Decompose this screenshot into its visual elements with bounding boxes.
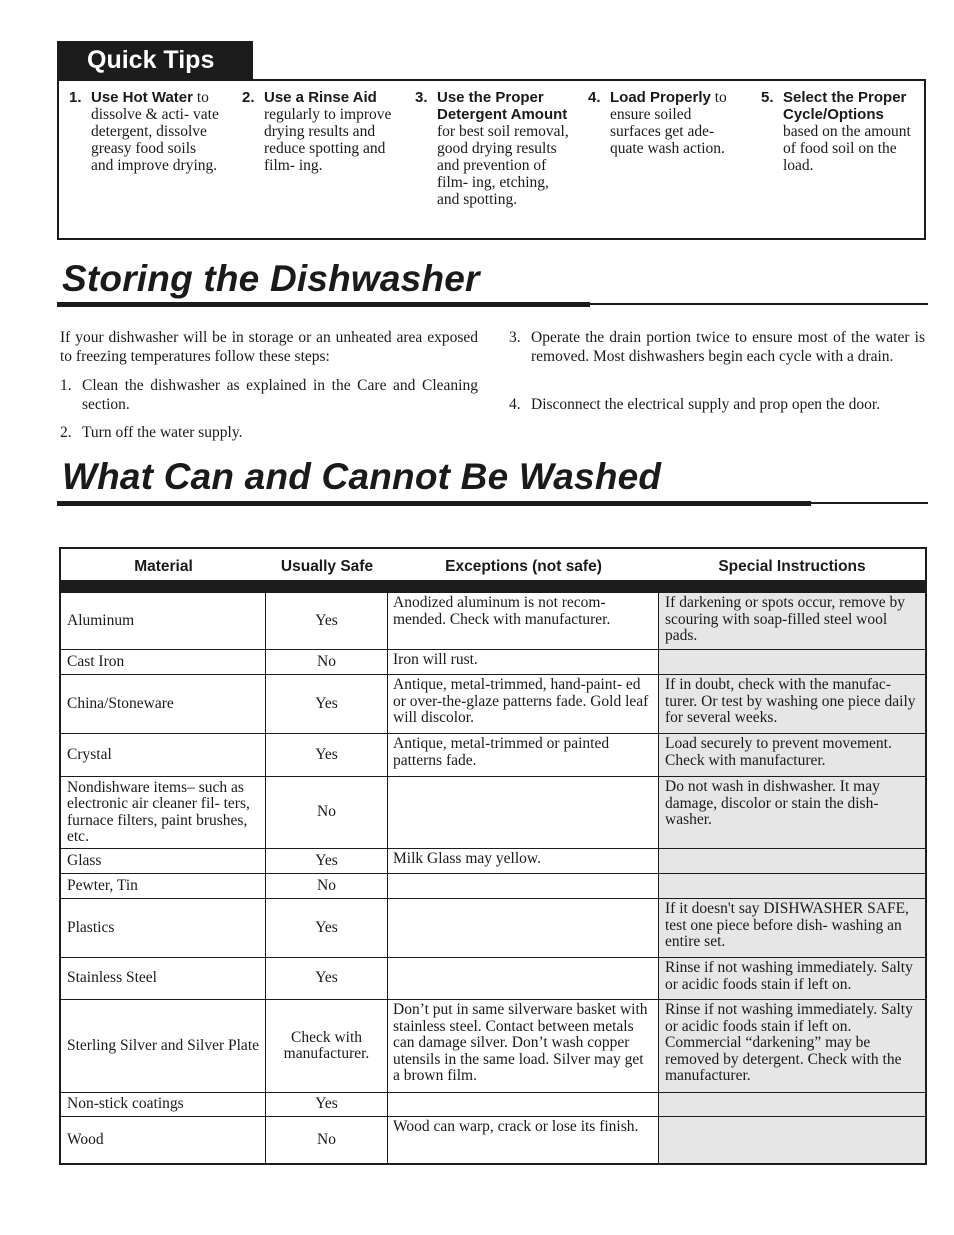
material-cell-text: Glass: [67, 851, 102, 869]
table-row: [61, 898, 925, 957]
material-cell: [61, 650, 266, 674]
usually-safe-cell: [266, 675, 388, 733]
material-cell-text: Plastics: [67, 918, 115, 936]
usually-safe-cell-text: No: [317, 803, 336, 821]
usually-safe-cell: [266, 958, 388, 999]
exceptions-cell: [388, 593, 659, 649]
quick-tips-title: Quick Tips: [57, 41, 253, 79]
usually-safe-cell-text: Yes: [315, 1095, 338, 1113]
material-cell: [61, 1117, 266, 1163]
material-cell: [61, 734, 266, 776]
storing-step: 1. Clean the dishwasher as explained in the Care and Cleaning section.: [60, 377, 478, 413]
material-cell-text: Nondishware items– such as electronic air cleaner fil- ters, furnace filters, paint brushes, etc.: [67, 778, 250, 845]
special-instructions-cell: [659, 1117, 925, 1163]
table-header: [61, 549, 925, 580]
header-bar: [61, 580, 925, 593]
usually-safe-cell-text: Yes: [315, 969, 338, 987]
special-instructions-cell: [659, 593, 925, 649]
exceptions-cell: [388, 849, 659, 873]
table-row: [61, 674, 925, 733]
usually-safe-cell-text: Yes: [315, 918, 338, 936]
heading-rule: [57, 501, 811, 506]
material-cell: [61, 593, 266, 649]
usually-safe-cell-text: Yes: [315, 694, 338, 712]
material-cell-text: Non-stick coatings: [67, 1095, 184, 1113]
tip-item: 1. Use Hot Water to dissolve & acti- vate detergent, dissolve greasy food soils and improve drying.: [69, 89, 219, 174]
special-instructions-cell-text: Rinse if not washing immediately. Salty or acidic foods stain if left on.: [665, 959, 913, 993]
table-row: [61, 999, 925, 1092]
table-row: [61, 733, 925, 776]
usually-safe-cell-text: Yes: [315, 611, 338, 629]
special-instructions-cell-text: Rinse if not washing immediately. Salty or acidic foods stain if left on. Commercial “darkening” may be removed by detergent. Check with the manufacturer.: [665, 1001, 913, 1084]
special-instructions-cell-text: Load securely to prevent movement. Check with manufacturer.: [665, 735, 892, 769]
material-cell-text: Crystal: [67, 745, 112, 763]
exceptions-cell-text: Anodized aluminum is not recom- mended. Check with manufacturer.: [393, 594, 611, 628]
special-instructions-cell: [659, 675, 925, 733]
storing-step: 4. Disconnect the electrical supply and prop open the door.: [509, 396, 881, 413]
table-row: [61, 957, 925, 999]
exceptions-cell: [388, 958, 659, 999]
exceptions-cell: [388, 874, 659, 898]
column-header: Usually Safe: [280, 558, 374, 575]
column-header: Special Instructions: [718, 558, 866, 575]
usually-safe-cell-text: No: [317, 1130, 336, 1148]
heading-rule: [811, 502, 928, 504]
washable-heading: What Can and Cannot Be Washed: [62, 456, 662, 497]
material-cell-text: Wood: [67, 1130, 104, 1148]
storing-step: 3. Operate the drain portion twice to ensure most of the water is removed. Most dishwashers begin each cycle with a drain.: [509, 329, 925, 365]
usually-safe-cell: [266, 1093, 388, 1116]
usually-safe-cell: [266, 593, 388, 649]
material-cell-text: Aluminum: [67, 611, 135, 629]
special-instructions-cell: [659, 899, 925, 957]
column-header: Exceptions (not safe): [445, 558, 602, 575]
exceptions-cell-text: Wood can warp, crack or lose its finish.: [393, 1118, 639, 1135]
exceptions-cell-text: Iron will rust.: [393, 651, 478, 668]
special-instructions-cell: [659, 1000, 925, 1092]
material-cell: [61, 899, 266, 957]
material-cell: [61, 675, 266, 733]
special-instructions-cell: [659, 650, 925, 674]
usually-safe-cell-text: No: [317, 876, 336, 894]
material-cell: [61, 958, 266, 999]
exceptions-cell-text: Antique, metal-trimmed or painted patterns fade.: [393, 735, 610, 769]
usually-safe-cell-text: Yes: [315, 851, 338, 869]
exceptions-cell: [388, 650, 659, 674]
material-cell: [61, 1093, 266, 1116]
usually-safe-cell: [266, 1000, 388, 1092]
tip-item: 4. Load Properly to ensure soiled surfaces get ade- quate wash action.: [588, 89, 727, 157]
special-instructions-cell: [659, 958, 925, 999]
storing-step: 2. Turn off the water supply.: [60, 424, 243, 441]
table-row: [61, 593, 925, 649]
material-cell-text: Pewter, Tin: [67, 876, 138, 894]
table-body: [61, 593, 925, 1163]
usually-safe-cell-text: Yes: [315, 745, 338, 763]
exceptions-cell: [388, 1093, 659, 1116]
table-row: [61, 848, 925, 873]
tip-item: 2. Use a Rinse Aid regularly to improve drying results and reduce spotting and film- ing.: [242, 89, 392, 174]
usually-safe-cell: [266, 650, 388, 674]
washable-table: [59, 547, 927, 1165]
special-instructions-cell: [659, 874, 925, 898]
table-row: [61, 1116, 925, 1163]
special-instructions-cell: [659, 777, 925, 848]
special-instructions-cell-text: If in doubt, check with the manufac- turer. Or test by washing one piece daily for several weeks.: [665, 676, 916, 726]
heading-rule: [590, 303, 928, 305]
material-cell: [61, 777, 266, 848]
special-instructions-cell-text: If darkening or spots occur, remove by scouring with soap-filled steel wool pads.: [665, 594, 905, 644]
special-instructions-cell-text: Do not wash in dishwasher. It may damage, discolor or stain the dish- washer.: [665, 778, 880, 828]
material-cell-text: China/Stoneware: [67, 694, 174, 712]
usually-safe-cell: [266, 1117, 388, 1163]
special-instructions-cell: [659, 734, 925, 776]
exceptions-cell: [388, 777, 659, 848]
usually-safe-cell-text: Check with manufacturer.: [283, 1028, 370, 1062]
material-cell: [61, 874, 266, 898]
exceptions-cell-text: Milk Glass may yellow.: [393, 850, 541, 867]
storing-heading: Storing the Dishwasher: [62, 258, 480, 299]
material-cell-text: Cast Iron: [67, 652, 125, 670]
usually-safe-cell: [266, 777, 388, 848]
heading-rule: [57, 302, 590, 307]
exceptions-cell-text: Antique, metal-trimmed, hand-paint- ed or over-the-glaze patterns fade. Gold leaf will discolor.: [393, 676, 649, 726]
special-instructions-cell: [659, 849, 925, 873]
material-cell: [61, 1000, 266, 1092]
table-row: [61, 649, 925, 674]
material-cell-text: Sterling Silver and Silver Plate: [67, 1036, 260, 1054]
quick-tips-box: [57, 79, 926, 240]
material-cell: [61, 849, 266, 873]
exceptions-cell: [388, 734, 659, 776]
storing-intro: If your dishwasher will be in storage or an unheated area exposed to freezing temperatures follow these steps:: [60, 329, 478, 365]
usually-safe-cell: [266, 899, 388, 957]
exceptions-cell: [388, 899, 659, 957]
exceptions-cell: [388, 1000, 659, 1092]
usually-safe-cell: [266, 849, 388, 873]
table-row: [61, 873, 925, 898]
special-instructions-cell: [659, 1093, 925, 1116]
usually-safe-cell-text: No: [317, 652, 336, 670]
usually-safe-cell: [266, 734, 388, 776]
tip-item: 5. Select the Proper Cycle/Options based on the amount of food soil on the load.: [761, 89, 911, 174]
usually-safe-cell: [266, 874, 388, 898]
special-instructions-cell-text: If it doesn't say DISHWASHER SAFE, test one piece before dish- washing an entire set.: [665, 900, 909, 950]
exceptions-cell-text: Don’t put in same silverware basket with stainless steel. Contact between metals can damage silver. Don’t wash copper utensils in the same load. Silver may get a brown film.: [393, 1001, 648, 1084]
table-row: [61, 776, 925, 848]
exceptions-cell: [388, 675, 659, 733]
exceptions-cell: [388, 1117, 659, 1163]
column-header: Material: [134, 558, 193, 575]
table-row: [61, 1092, 925, 1116]
tip-item: 3. Use the Proper Detergent Amount for best soil removal, good drying results and prevention of film- ing, etching, and spotting.: [415, 89, 569, 208]
material-cell-text: Stainless Steel: [67, 969, 157, 987]
